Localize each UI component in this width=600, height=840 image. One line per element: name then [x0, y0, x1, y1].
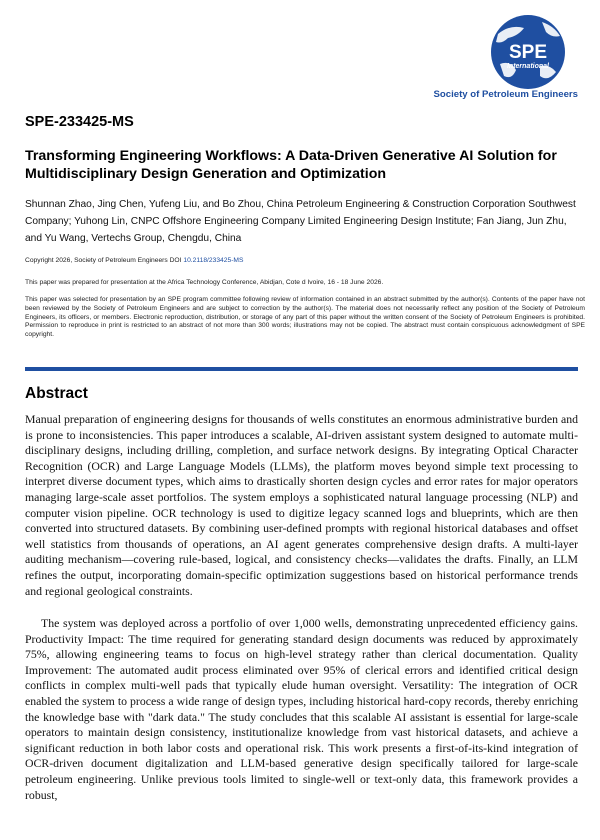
abstract-paragraph-1: Manual preparation of engineering designs for thousands of wells constitutes an enormous administrative burden and is prone to inconsistencies. This paper introduces a scalable, AI-driven assistant system designed to automate multi-disciplinary designs, including drilling, completion, and surface network designs. By integrating Optical Character Recognition (OCR) and Large Language Models (LLMs), the platform moves beyond simple text processing to interpret diverse document types, which aims to drastically shorten design cycles and error rates for major operators managing large-scale asset portfolios. The system employs a sophisticated natural language processing (NLP) and computer vision pipeline. OCR technology is used to digitize legacy scanned logs and blueprints, which are then converted into structured datasets. By combining user-defined prompts with regional historical databases and offset well statistics from thousands of operations, an AI agent generates comprehensive design drafts. A multi-layer auditing mechanism—covering rule-based, logical, and consistency checks—validates the drafts. Finally, an LLM refines the output, incorporating domain-specific optimization suggestions based on historical performance trends and regional geological constraints. — [25, 412, 579, 598]
copyright-notice: This paper was selected for presentation by an SPE program committee following review of information contained in an abstract submitted by the author(s). Contents of the paper have not been reviewed by the Society of Petroleum Engineers and are subject to correction by the author(s). The material does not necessarily reflect any position of the Society of Petroleum Engineers, its officers, or members. Electronic reproduction, distribution, or storage of any part of this paper without the written consent of the Society of Petroleum Engineers is prohibited. Permission to reproduce in print is restricted to an abstract of not more than 300 words; illustrations may not be copied. The abstract must contain conspicuous acknowledgment of SPE copyright. — [25, 296, 585, 339]
doi-link[interactable]: 10.2118/233425-MS — [183, 257, 244, 264]
copyright-line — [25, 257, 585, 266]
spe-globe-icon — [458, 14, 578, 90]
logo-caption: Society of Petroleum Engineers — [433, 89, 578, 100]
spe-logo — [428, 14, 578, 100]
logo-sub-text: International — [506, 63, 550, 70]
paper-title: Transforming Engineering Workflows: A Data-Driven Generative AI Solution for Multidisciplinary Design Generation and Optimization — [25, 148, 557, 182]
logo-mark-text: SPE — [508, 42, 548, 63]
copyright-text: Copyright 2026, Society of Petroleum Engineers DOI — [25, 257, 184, 264]
conference-line: This paper was prepared for presentation at the Africa Technology Conference, Abidjan, Cote d Ivoire, 16 - 18 June 2026. — [25, 279, 384, 286]
paper-id: SPE-233425-MS — [25, 114, 134, 130]
abstract-paragraph-2: The system was deployed across a portfolio of over 1,000 wells, demonstrating unprecedented efficiency gains. Productivity Impact: The time required for generating standard design documents was reduced by approximately 75%, allowing engineering teams to focus on high-level strategy rather than clerical documentation. Quality Improvement: The automated audit process eliminated over 95% of clerical errors and identified critical design conflicts in complex multi-well pads that typically elude human oversight. Versatility: The integration of OCR enabled the system to process a wide range of design types, including historical hard-copy records, thereby enriching the knowledge base with "dark data." The study concludes that this scalable AI assistant is essential for large-scale operators to maintain design consistency, institutionalize knowledge from vast historical datasets, and achieve a significant reduction in both labor costs and operational risk. This work presents a first-of-its-kind integration of OCR-driven document digitalization and LLM-based generative design specifically tailored for large-scale petroleum engineering. Unlike previous tools limited to single-well or text-only data, this framework provides a robust, — [25, 616, 578, 802]
section-divider — [25, 367, 578, 371]
author-list: Shunnan Zhao, Jing Chen, Yufeng Liu, and Bo Zhou, China Petroleum Engineering & Construction Corporation Southwest Company; Yuhong Lin, CNPC Offshore Engineering Company Limited Engineering Design Institute; Fan Jiang, Jun Zhu, and Yu Wang, Vertechs Group, Chengdu, China — [25, 199, 576, 244]
abstract-heading: Abstract — [25, 385, 88, 402]
